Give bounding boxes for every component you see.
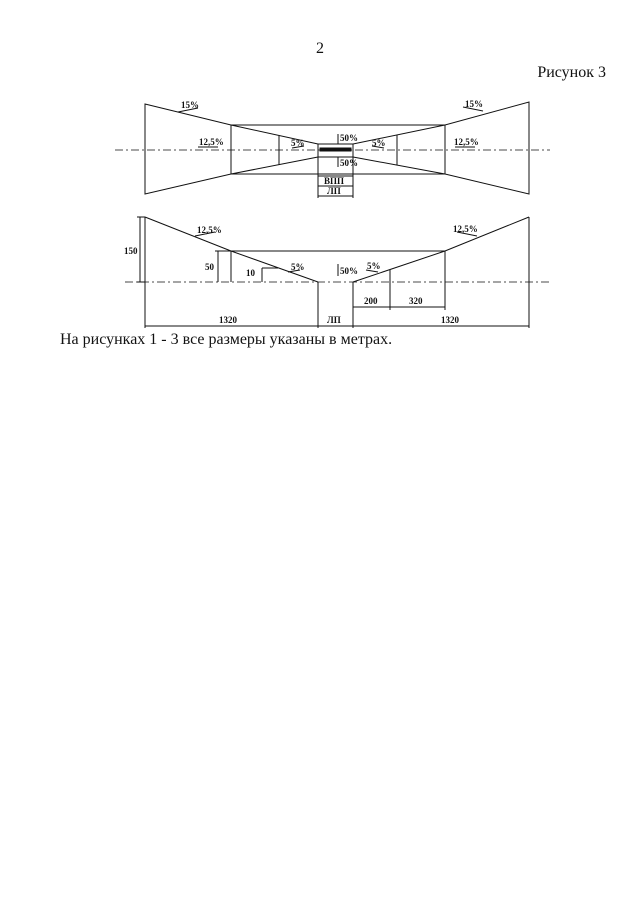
profile-height-50: 50	[205, 262, 214, 272]
profile-slope-left-inner: 5%	[291, 262, 305, 272]
plan-slope-top-center: 50%	[340, 133, 358, 143]
profile-slope-right-side: 12,5%	[453, 224, 478, 234]
profile-view	[125, 217, 550, 328]
profile-slope-left-side: 12,5%	[197, 225, 222, 235]
profile-dim-200: 200	[364, 296, 378, 306]
plan-slope-right-inner: 5%	[372, 138, 386, 148]
profile-dim-right-1320: 1320	[441, 315, 459, 325]
profile-height-10: 10	[246, 268, 255, 278]
profile-strip-label: ЛП	[327, 315, 341, 325]
profile-slope-center: 50%	[340, 266, 358, 276]
plan-slope-left-outer: 15%	[181, 100, 199, 110]
page-number: 2	[316, 40, 324, 57]
figure-caption: Рисунок 3	[537, 64, 606, 81]
plan-runway-label: ВПП	[324, 176, 345, 186]
plan-slope-bottom-center: 50%	[340, 158, 358, 168]
plan-strip-label: ЛП	[327, 186, 341, 196]
plan-slope-left-side: 12,5%	[199, 137, 224, 147]
plan-slope-right-outer: 15%	[465, 99, 483, 109]
profile-slope-right-inner: 5%	[367, 261, 381, 271]
profile-dim-320: 320	[409, 296, 423, 306]
profile-dim-left-1320: 1320	[219, 315, 237, 325]
units-note: На рисунках 1 - 3 все размеры указаны в метрах.	[60, 331, 393, 348]
profile-height-150: 150	[124, 246, 138, 256]
plan-slope-right-side: 12,5%	[454, 137, 479, 147]
plan-slope-left-inner: 5%	[291, 138, 305, 148]
